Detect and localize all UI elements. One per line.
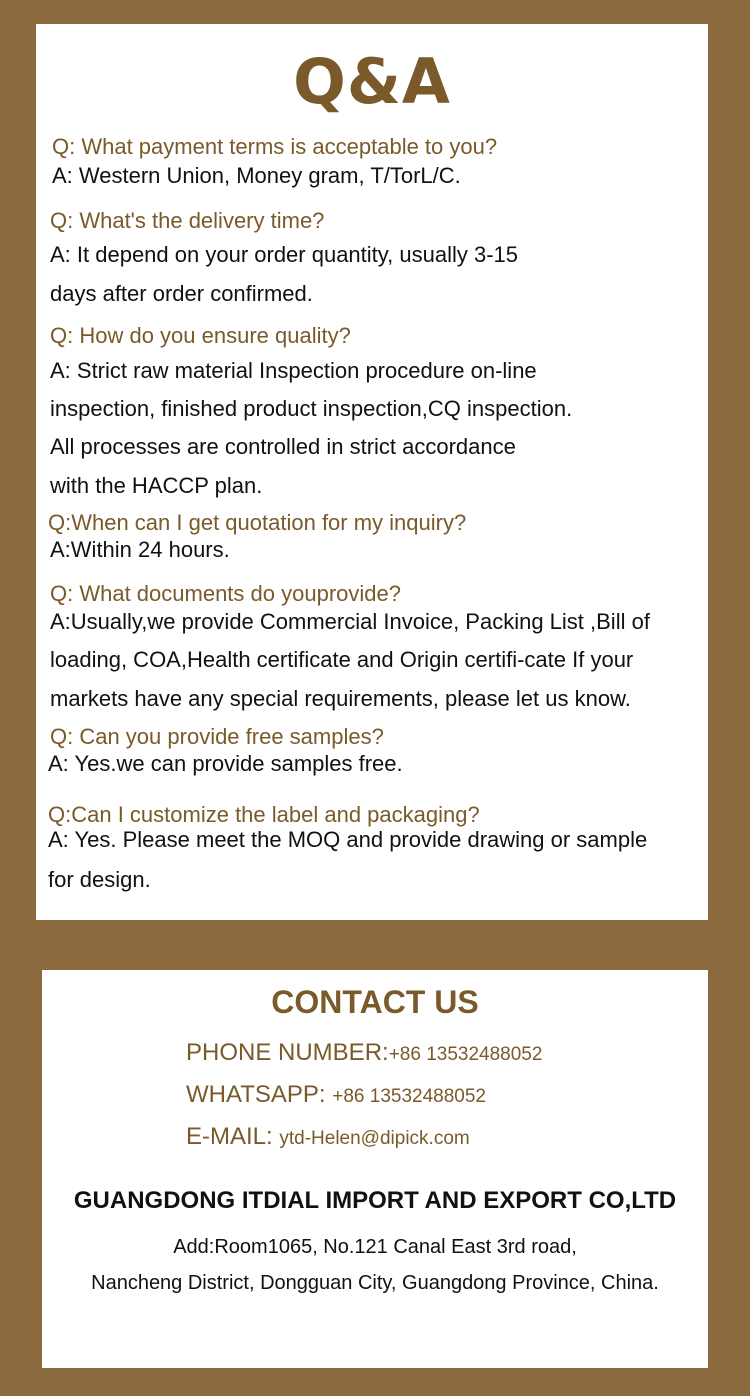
faq-answer-quality-line-1: A: Strict raw material Inspection procedure on-line <box>50 358 537 383</box>
faq-answer-documents-line-1: A:Usually,we provide Commercial Invoice, Packing List ,Bill of <box>50 609 650 634</box>
address-line-2: Nancheng District, Dongguan City, Guangdong Province, China. <box>91 1272 659 1294</box>
faq-answer-free-samples: A: Yes.we can provide samples free. <box>48 751 403 776</box>
qa-title: Q&A <box>293 45 451 118</box>
faq-answer-documents-line-2: loading, COA,Health certificate and Origin certifi-cate If your <box>50 647 634 672</box>
contact-title: CONTACT US <box>271 984 479 1020</box>
faq-answer-documents-line-3: markets have any special requirements, please let us know. <box>50 686 631 711</box>
email-label: E-MAIL: <box>186 1123 280 1150</box>
phone-label: PHONE NUMBER: <box>186 1039 389 1066</box>
faq-question-documents: Q: What documents do youprovide? <box>50 581 401 606</box>
phone-value[interactable]: +86 13532488052 <box>388 1044 543 1065</box>
faq-question-customize: Q:Can I customize the label and packaging? <box>48 802 480 827</box>
whatsapp-value[interactable]: +86 13532488052 <box>332 1086 486 1107</box>
faq-question-free-samples: Q: Can you provide free samples? <box>50 724 384 749</box>
faq-answer-delivery-time-line-2: days after order confirmed. <box>50 281 313 306</box>
phone-row <box>186 1038 542 1071</box>
qa-panel <box>36 24 708 920</box>
whatsapp-label: WHATSAPP: <box>186 1081 333 1108</box>
faq-question-payment-terms: Q: What payment terms is acceptable to you? <box>52 134 498 159</box>
email-row <box>186 1122 470 1155</box>
faq-answer-quality-line-3: All processes are controlled in strict accordance <box>50 434 516 459</box>
faq-answer-payment-terms: A: Western Union, Money gram, T/TorL/C. <box>52 163 461 188</box>
faq-question-quotation: Q:When can I get quotation for my inquiry? <box>48 510 467 535</box>
faq-answer-customize-line-1: A: Yes. Please meet the MOQ and provide drawing or sample <box>48 827 648 852</box>
email-value[interactable]: ytd-Helen@dipick.com <box>279 1128 470 1149</box>
faq-answer-quotation: A:Within 24 hours. <box>50 537 230 562</box>
contact-panel <box>42 970 708 1368</box>
whatsapp-row <box>186 1080 486 1113</box>
address-line-1: Add:Room1065, No.121 Canal East 3rd road, <box>173 1236 577 1258</box>
faq-question-quality: Q: How do you ensure quality? <box>50 323 351 348</box>
faq-question-delivery-time: Q: What's the delivery time? <box>50 208 325 233</box>
company-name: GUANGDONG ITDIAL IMPORT AND EXPORT CO,LTD <box>73 1187 677 1214</box>
faq-answer-customize-line-2: for design. <box>48 867 151 892</box>
faq-answer-quality-line-4: with the HACCP plan. <box>50 473 263 498</box>
faq-answer-delivery-time-line-1: A: It depend on your order quantity, usually 3-15 <box>50 242 518 267</box>
faq-answer-quality-line-2: inspection, finished product inspection,CQ inspection. <box>50 396 573 421</box>
